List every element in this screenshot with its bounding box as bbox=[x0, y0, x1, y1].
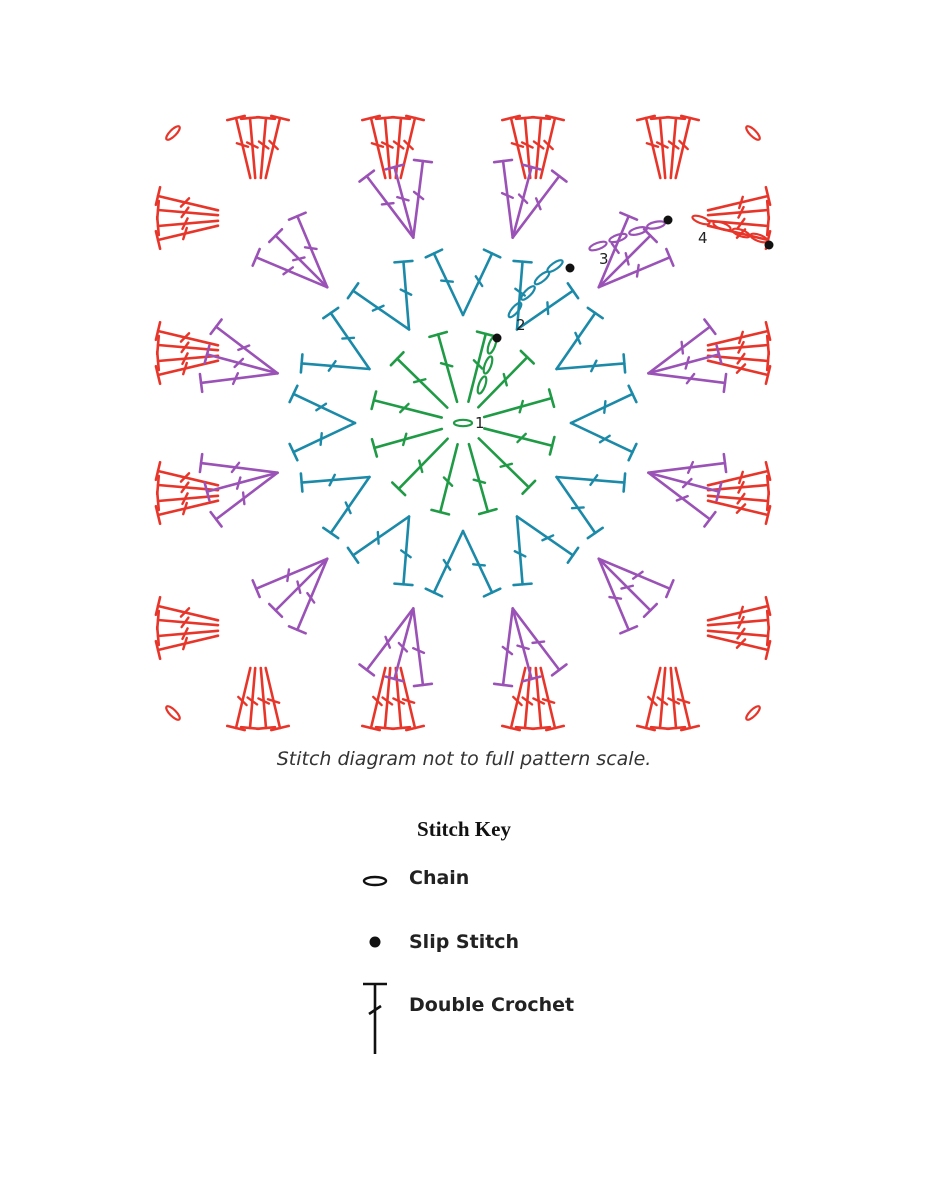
key-label-double-crochet: Double Crochet bbox=[409, 994, 575, 1016]
round1-dc bbox=[392, 439, 447, 495]
round3-dc bbox=[599, 249, 674, 287]
slip-stitch-dot bbox=[493, 334, 502, 343]
round2-dc bbox=[301, 354, 370, 372]
round1-dc bbox=[432, 444, 458, 514]
round-label-1: 1 bbox=[475, 414, 485, 432]
round1-dc bbox=[372, 392, 442, 418]
corner-chain bbox=[744, 704, 761, 721]
key-label-chain: Chain bbox=[409, 867, 470, 889]
round1-dc bbox=[484, 428, 554, 454]
round2-dc bbox=[571, 386, 636, 423]
round-label-4: 4 bbox=[698, 229, 708, 247]
slip-stitch-dot bbox=[664, 216, 673, 225]
round3-dc bbox=[289, 559, 327, 634]
round4-dc bbox=[266, 116, 289, 178]
round-4-stitches bbox=[156, 116, 770, 730]
slip-stitch-dot bbox=[566, 264, 575, 273]
round3-dc bbox=[413, 608, 432, 686]
stitch-key-title: Stitch Key bbox=[417, 817, 511, 841]
round3-dc bbox=[494, 608, 513, 686]
round4-dc bbox=[502, 668, 525, 730]
round1-dc bbox=[484, 389, 554, 417]
round1-join-chain bbox=[482, 355, 494, 374]
round-label-2: 2 bbox=[516, 316, 526, 334]
round-1-stitches bbox=[372, 332, 555, 515]
round4-dc bbox=[708, 501, 770, 524]
corner-chain bbox=[164, 704, 181, 721]
corner-chain bbox=[744, 124, 761, 141]
round2-dc bbox=[557, 474, 626, 492]
slip-stitch-icon bbox=[357, 926, 397, 966]
round4-dc bbox=[708, 322, 770, 345]
round3-join-chain bbox=[628, 226, 647, 237]
round-2-stitches bbox=[290, 250, 637, 597]
round2-dc bbox=[571, 423, 636, 460]
stitch-diagram bbox=[150, 110, 780, 740]
round4-dc bbox=[156, 361, 218, 384]
chain-stitches bbox=[164, 124, 768, 721]
round4-dc bbox=[541, 116, 564, 178]
round3-dc bbox=[599, 559, 674, 597]
round4-dc bbox=[708, 187, 770, 210]
round3-dc bbox=[253, 249, 328, 287]
round3-dc bbox=[413, 160, 432, 238]
round3-join-chain bbox=[647, 220, 666, 230]
round4-dc bbox=[401, 116, 424, 178]
round1-dc bbox=[391, 352, 447, 407]
round3-dc bbox=[269, 559, 327, 617]
round4-dc bbox=[362, 668, 385, 730]
round4-dc bbox=[637, 668, 660, 730]
round4-dc bbox=[708, 597, 770, 620]
round2-dc bbox=[426, 250, 463, 315]
key-label-slip-stitch: Slip Stitch bbox=[409, 931, 520, 953]
round4-dc bbox=[156, 226, 218, 249]
round3-dc bbox=[200, 373, 278, 392]
center-ring-chain bbox=[454, 420, 472, 426]
round3-dc bbox=[648, 454, 726, 473]
round2-join-chain bbox=[546, 258, 564, 274]
round3-dc bbox=[253, 559, 328, 597]
round4-dc bbox=[676, 116, 699, 178]
round2-dc bbox=[290, 423, 355, 460]
round3-dc bbox=[289, 213, 327, 288]
round2-dc bbox=[557, 354, 626, 372]
round4-dc bbox=[266, 668, 289, 730]
round4-dc bbox=[156, 597, 218, 620]
round4-dc bbox=[156, 462, 218, 485]
round2-dc bbox=[463, 531, 500, 596]
round3-dc bbox=[599, 559, 637, 634]
double-crochet-icon bbox=[357, 976, 397, 1060]
round2-dc bbox=[323, 308, 369, 369]
round4-dc bbox=[401, 668, 424, 730]
round4-dc bbox=[708, 636, 770, 659]
round1-join-chain bbox=[476, 375, 488, 394]
round4-dc bbox=[708, 361, 770, 384]
slip-stitch-dot bbox=[765, 241, 774, 250]
round4-dc bbox=[227, 668, 250, 730]
round2-dc bbox=[301, 474, 370, 492]
round3-dc bbox=[494, 160, 513, 238]
round1-dc bbox=[469, 444, 497, 514]
round2-dc bbox=[348, 517, 409, 563]
chain-icon bbox=[357, 862, 397, 902]
round-3-stitches bbox=[200, 160, 726, 686]
round2-dc bbox=[426, 531, 463, 596]
round4-dc bbox=[156, 636, 218, 659]
round4-dc bbox=[502, 116, 525, 178]
round4-dc bbox=[156, 187, 218, 210]
round3-dc bbox=[648, 373, 726, 392]
round3-dc bbox=[269, 229, 327, 287]
round2-dc bbox=[394, 517, 412, 586]
round1-dc bbox=[372, 429, 442, 457]
round4-dc bbox=[362, 116, 385, 178]
round4-dc bbox=[156, 501, 218, 524]
round3-join-chain bbox=[608, 232, 627, 244]
round2-dc bbox=[394, 261, 412, 330]
round2-dc bbox=[514, 517, 532, 586]
round2-dc bbox=[557, 477, 603, 538]
round2-dc bbox=[290, 386, 355, 423]
round3-dc bbox=[200, 454, 278, 473]
round4-dc bbox=[708, 462, 770, 485]
round1-dc bbox=[479, 438, 535, 493]
round4-dc bbox=[227, 116, 250, 178]
corner-chain bbox=[164, 124, 181, 141]
round-label-3: 3 bbox=[599, 250, 609, 268]
round1-dc bbox=[429, 332, 457, 402]
round4-dc bbox=[637, 116, 660, 178]
round2-dc bbox=[463, 250, 500, 315]
round4-dc bbox=[676, 668, 699, 730]
round4-dc bbox=[156, 322, 218, 345]
round3-dc bbox=[599, 559, 657, 617]
round4-dc bbox=[541, 668, 564, 730]
diagram-caption: Stitch diagram not to full pattern scale. bbox=[276, 748, 652, 770]
